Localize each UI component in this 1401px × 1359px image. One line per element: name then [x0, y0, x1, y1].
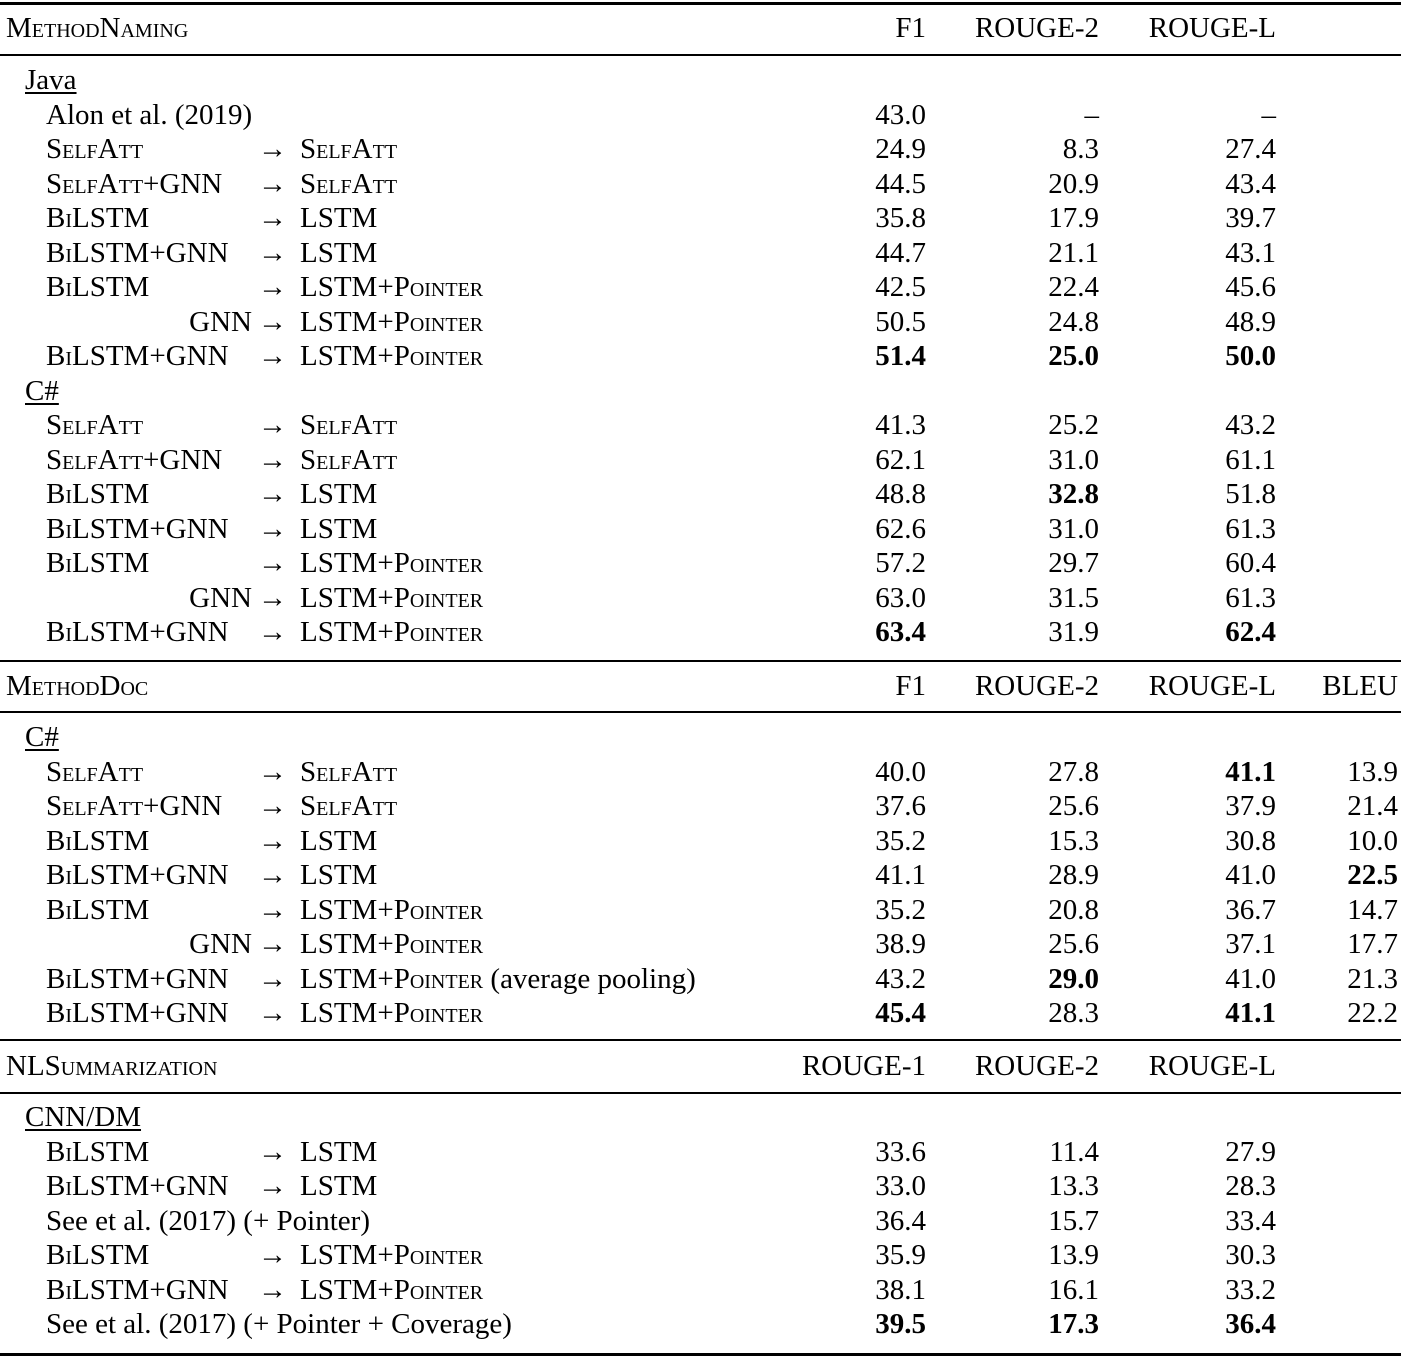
encoder-name: BiLSTM: [46, 824, 150, 857]
metric-value: 43.2: [875, 962, 926, 995]
decoder-name: LSTM: [300, 478, 378, 510]
metric-value: 27.9: [1225, 1135, 1276, 1168]
metric-value: 41.3: [875, 409, 926, 441]
metric-value: 61.1: [1225, 443, 1276, 476]
metric-value: 63.4: [875, 616, 926, 648]
decoder-name: SelfAtt: [300, 133, 398, 165]
metric-value: 15.3: [1048, 824, 1099, 857]
arrow-icon: →: [258, 202, 287, 234]
metric-value: 45.6: [1225, 271, 1276, 303]
encoder-name: SelfAtt: [46, 755, 144, 788]
decoder-name: LSTM+Pointer: [300, 997, 484, 1029]
encoder-name: SelfAtt+GNN: [46, 167, 223, 200]
metric-value: 8.3: [1062, 133, 1099, 165]
metric-value: 25.2: [1048, 409, 1099, 441]
metric-value: 33.4: [1225, 1204, 1276, 1237]
table-row: [0, 98, 1401, 133]
decoder-name: LSTM+Pointer: [300, 581, 484, 614]
table-row: [0, 789, 1401, 824]
encoder-name: BiLSTM+GNN: [46, 997, 229, 1029]
metric-value: 14.7: [1347, 893, 1398, 926]
metric-value: 50.5: [875, 305, 926, 338]
column-header: ROUGE-2: [974, 12, 1099, 44]
encoder-name: BiLSTM: [46, 271, 150, 303]
encoder-name: BiLSTM: [46, 478, 150, 510]
metric-value: 17.3: [1048, 1308, 1099, 1340]
metric-value: 57.2: [875, 547, 926, 579]
metric-value: 39.5: [875, 1308, 926, 1340]
metric-value: 13.9: [1048, 1239, 1099, 1271]
metric-value: 41.0: [1225, 859, 1276, 891]
encoder-name: BiLSTM: [46, 547, 150, 579]
metric-value: 38.1: [875, 1273, 926, 1306]
encoder-name: GNN: [189, 581, 252, 614]
table-row: [0, 1307, 1401, 1342]
model-name: See et al. (2017) (+ Pointer): [46, 1204, 370, 1237]
column-header: ROUGE-2: [974, 670, 1099, 702]
decoder-name: LSTM+Pointer: [300, 271, 484, 303]
table-row: [0, 1273, 1401, 1308]
table-row: [0, 581, 1401, 616]
table-row: [0, 1169, 1401, 1204]
arrow-icon: →: [258, 305, 287, 338]
metric-value: 43.4: [1225, 167, 1276, 200]
arrow-icon: →: [258, 616, 287, 648]
decoder-name: LSTM: [300, 236, 378, 269]
metric-value: 21.3: [1347, 962, 1398, 995]
section-title: NLSummarization: [6, 1050, 218, 1082]
column-header: ROUGE-L: [1148, 1050, 1276, 1082]
decoder-name: LSTM+Pointer: [300, 340, 484, 372]
metric-value: 24.8: [1048, 305, 1099, 338]
section-top-rule: [0, 660, 1401, 662]
header-rule: [0, 711, 1401, 713]
header-rule: [0, 54, 1401, 56]
table-row: [0, 443, 1401, 478]
encoder-name: GNN: [189, 928, 252, 960]
arrow-icon: →: [258, 409, 287, 441]
table-row: [0, 615, 1401, 650]
arrow-icon: →: [258, 133, 287, 165]
metric-value: 24.9: [875, 133, 926, 165]
metric-value: 22.5: [1347, 859, 1398, 891]
encoder-name: BiLSTM: [46, 1239, 150, 1271]
encoder-name: SelfAtt: [46, 133, 144, 165]
metric-value: 41.1: [1225, 997, 1276, 1029]
encoder-name: BiLSTM+GNN: [46, 859, 229, 891]
group-header-row: [0, 374, 1401, 409]
metric-value: 36.7: [1225, 893, 1276, 926]
metric-value: 25.6: [1048, 928, 1099, 960]
metric-value: 15.7: [1048, 1204, 1099, 1237]
table-row: [0, 962, 1401, 997]
section-header-row: [0, 669, 1401, 704]
metric-value: 51.4: [875, 340, 926, 372]
encoder-name: BiLSTM: [46, 1135, 150, 1168]
metric-value: 40.0: [875, 755, 926, 788]
metric-value: 22.4: [1048, 271, 1099, 303]
section-top-rule: [0, 2, 1401, 5]
metric-value: 10.0: [1347, 824, 1398, 857]
arrow-icon: →: [258, 167, 287, 200]
column-header: ROUGE-1: [801, 1050, 926, 1082]
metric-value: 16.1: [1048, 1273, 1099, 1306]
metric-value: 37.1: [1225, 928, 1276, 960]
table-row: [0, 270, 1401, 305]
table-row: [0, 201, 1401, 236]
metric-value: 63.0: [875, 581, 926, 614]
metric-value: 13.3: [1048, 1170, 1099, 1202]
encoder-name: BiLSTM+GNN: [46, 1273, 229, 1306]
table-row: [0, 927, 1401, 962]
encoder-name: BiLSTM+GNN: [46, 616, 229, 648]
arrow-icon: →: [258, 824, 287, 857]
table-row: [0, 408, 1401, 443]
table-row: [0, 512, 1401, 547]
table-row: [0, 305, 1401, 340]
metric-value: 17.7: [1347, 928, 1398, 960]
arrow-icon: →: [258, 340, 287, 372]
metric-value: 43.0: [875, 98, 926, 131]
metric-value: 48.8: [875, 478, 926, 510]
metric-value: 27.8: [1048, 755, 1099, 788]
metric-value: 31.5: [1048, 581, 1099, 614]
column-header: ROUGE-2: [974, 1050, 1099, 1082]
metric-value: 22.2: [1347, 997, 1398, 1029]
dataset-label: C#: [25, 721, 59, 753]
dataset-label: CNN/DM: [25, 1101, 142, 1133]
decoder-name: SelfAtt: [300, 167, 398, 200]
section-top-rule: [0, 1039, 1401, 1041]
metric-value: 36.4: [875, 1204, 926, 1237]
group-header-row: [0, 63, 1401, 98]
metric-value: 33.0: [875, 1170, 926, 1202]
metric-value: 51.8: [1225, 478, 1276, 510]
decoder-name: LSTM+Pointer: [300, 928, 484, 960]
arrow-icon: →: [258, 962, 287, 995]
table-row: [0, 167, 1401, 202]
decoder-name: SelfAtt: [300, 790, 398, 822]
encoder-name: BiLSTM+GNN: [46, 1170, 229, 1202]
section-title: MethodDoc: [6, 670, 149, 702]
metric-value: 20.8: [1048, 893, 1099, 926]
metric-value: 39.7: [1225, 202, 1276, 234]
table-row: [0, 236, 1401, 271]
metric-value: 13.9: [1347, 755, 1398, 788]
decoder-name: LSTM+Pointer: [300, 1273, 484, 1306]
decoder-name: LSTM: [300, 824, 378, 857]
table-row: [0, 477, 1401, 512]
decoder-name: SelfAtt: [300, 443, 398, 476]
metric-value: 28.3: [1225, 1170, 1276, 1202]
encoder-name: SelfAtt+GNN: [46, 790, 223, 822]
metric-value: 31.0: [1048, 512, 1099, 545]
arrow-icon: →: [258, 236, 287, 269]
decoder-name: LSTM+Pointer: [300, 547, 484, 579]
metric-value: 43.1: [1225, 236, 1276, 269]
metric-value: 62.6: [875, 512, 926, 545]
metric-value: 44.5: [875, 167, 926, 200]
arrow-icon: →: [258, 478, 287, 510]
dataset-label: C#: [25, 374, 59, 407]
metric-value: –: [1084, 98, 1099, 131]
decoder-name: LSTM: [300, 859, 378, 891]
metric-value: 30.8: [1225, 824, 1276, 857]
arrow-icon: →: [258, 928, 287, 960]
metric-value: 35.9: [875, 1239, 926, 1271]
metric-value: 35.2: [875, 893, 926, 926]
decoder-name: LSTM: [300, 512, 378, 545]
model-name: Alon et al. (2019): [46, 98, 253, 131]
metric-value: 48.9: [1225, 305, 1276, 338]
metric-value: 62.1: [875, 443, 926, 476]
metric-value: 60.4: [1225, 547, 1276, 579]
decoder-name: SelfAtt: [300, 755, 398, 788]
metric-value: 43.2: [1225, 409, 1276, 441]
encoder-name: BiLSTM: [46, 893, 150, 926]
arrow-icon: →: [258, 1135, 287, 1168]
metric-value: 21.4: [1347, 790, 1398, 822]
metric-value: 32.8: [1048, 478, 1099, 510]
table-row: [0, 339, 1401, 374]
encoder-name: BiLSTM+GNN: [46, 340, 229, 372]
decoder-name: LSTM: [300, 202, 378, 234]
metric-value: –: [1261, 98, 1276, 131]
arrow-icon: →: [258, 790, 287, 822]
table-row: [0, 893, 1401, 928]
arrow-icon: →: [258, 1273, 287, 1306]
metric-value: 61.3: [1225, 512, 1276, 545]
arrow-icon: →: [258, 581, 287, 614]
metric-value: 35.2: [875, 824, 926, 857]
metric-value: 25.6: [1048, 790, 1099, 822]
column-header: F1: [895, 12, 926, 44]
decoder-name: SelfAtt: [300, 409, 398, 441]
table-row: [0, 546, 1401, 581]
arrow-icon: →: [258, 443, 287, 476]
arrow-icon: →: [258, 859, 287, 891]
metric-value: 36.4: [1225, 1308, 1276, 1340]
metric-value: 62.4: [1225, 616, 1276, 648]
header-rule: [0, 1092, 1401, 1094]
decoder-name: LSTM+Pointer: [300, 893, 484, 926]
metric-value: 45.4: [875, 997, 926, 1029]
metric-value: 50.0: [1225, 340, 1276, 372]
metric-value: 31.9: [1048, 616, 1099, 648]
arrow-icon: →: [258, 1239, 287, 1271]
encoder-name: SelfAtt+GNN: [46, 443, 223, 476]
encoder-name: SelfAtt: [46, 409, 144, 441]
metric-value: 61.3: [1225, 581, 1276, 614]
decoder-name: LSTM: [300, 1135, 378, 1168]
table-row: [0, 858, 1401, 893]
metric-value: 41.1: [1225, 755, 1276, 788]
model-name: See et al. (2017) (+ Pointer + Coverage): [46, 1308, 512, 1340]
column-header: ROUGE-L: [1148, 670, 1276, 702]
arrow-icon: →: [258, 755, 287, 788]
encoder-name: BiLSTM+GNN: [46, 962, 229, 995]
dataset-label: Java: [25, 64, 77, 96]
metric-value: 30.3: [1225, 1239, 1276, 1271]
table-row: [0, 1135, 1401, 1170]
arrow-icon: →: [258, 547, 287, 579]
table-row: [0, 1238, 1401, 1273]
metric-value: 33.6: [875, 1135, 926, 1168]
decoder-name: LSTM+Pointer: [300, 305, 484, 338]
group-header-row: [0, 720, 1401, 755]
table-row: [0, 755, 1401, 790]
metric-value: 37.6: [875, 790, 926, 822]
arrow-icon: →: [258, 512, 287, 545]
encoder-name: BiLSTM+GNN: [46, 236, 229, 269]
metric-value: 27.4: [1225, 133, 1276, 165]
column-header: ROUGE-L: [1148, 12, 1276, 44]
arrow-icon: →: [258, 271, 287, 303]
arrow-icon: →: [258, 1170, 287, 1202]
metric-value: 44.7: [875, 236, 926, 269]
metric-value: 28.9: [1048, 859, 1099, 891]
column-header: F1: [895, 670, 926, 702]
metric-value: 17.9: [1048, 202, 1099, 234]
metric-value: 29.7: [1048, 547, 1099, 579]
metric-value: 20.9: [1048, 167, 1099, 200]
column-header: BLEU: [1322, 670, 1398, 702]
table-row: [0, 996, 1401, 1031]
metric-value: 11.4: [1049, 1135, 1099, 1168]
table-row: [0, 824, 1401, 859]
arrow-icon: →: [258, 893, 287, 926]
metric-value: 41.0: [1225, 962, 1276, 995]
group-header-row: [0, 1100, 1401, 1135]
metric-value: 38.9: [875, 928, 926, 960]
encoder-name: BiLSTM: [46, 202, 150, 234]
metric-value: 37.9: [1225, 790, 1276, 822]
metric-value: 41.1: [875, 859, 926, 891]
decoder-name: LSTM+Pointer: [300, 616, 484, 648]
metric-value: 31.0: [1048, 443, 1099, 476]
metric-value: 33.2: [1225, 1273, 1276, 1306]
metric-value: 42.5: [875, 271, 926, 303]
section-header-row: [0, 1049, 1401, 1084]
metric-value: 28.3: [1048, 997, 1099, 1029]
section-header-row: [0, 11, 1401, 46]
metric-value: 21.1: [1048, 236, 1099, 269]
arrow-icon: →: [258, 997, 287, 1029]
metric-value: 25.0: [1048, 340, 1099, 372]
table-row: [0, 132, 1401, 167]
table-bottom-rule: [0, 1353, 1401, 1356]
section-title: MethodNaming: [6, 12, 189, 44]
metric-value: 29.0: [1048, 962, 1099, 995]
decoder-name: LSTM+Pointer (average pooling): [300, 962, 696, 995]
decoder-name: LSTM+Pointer: [300, 1239, 484, 1271]
decoder-name: LSTM: [300, 1170, 378, 1202]
encoder-name: GNN: [189, 305, 252, 338]
metric-value: 35.8: [875, 202, 926, 234]
table-row: [0, 1204, 1401, 1239]
encoder-name: BiLSTM+GNN: [46, 512, 229, 545]
